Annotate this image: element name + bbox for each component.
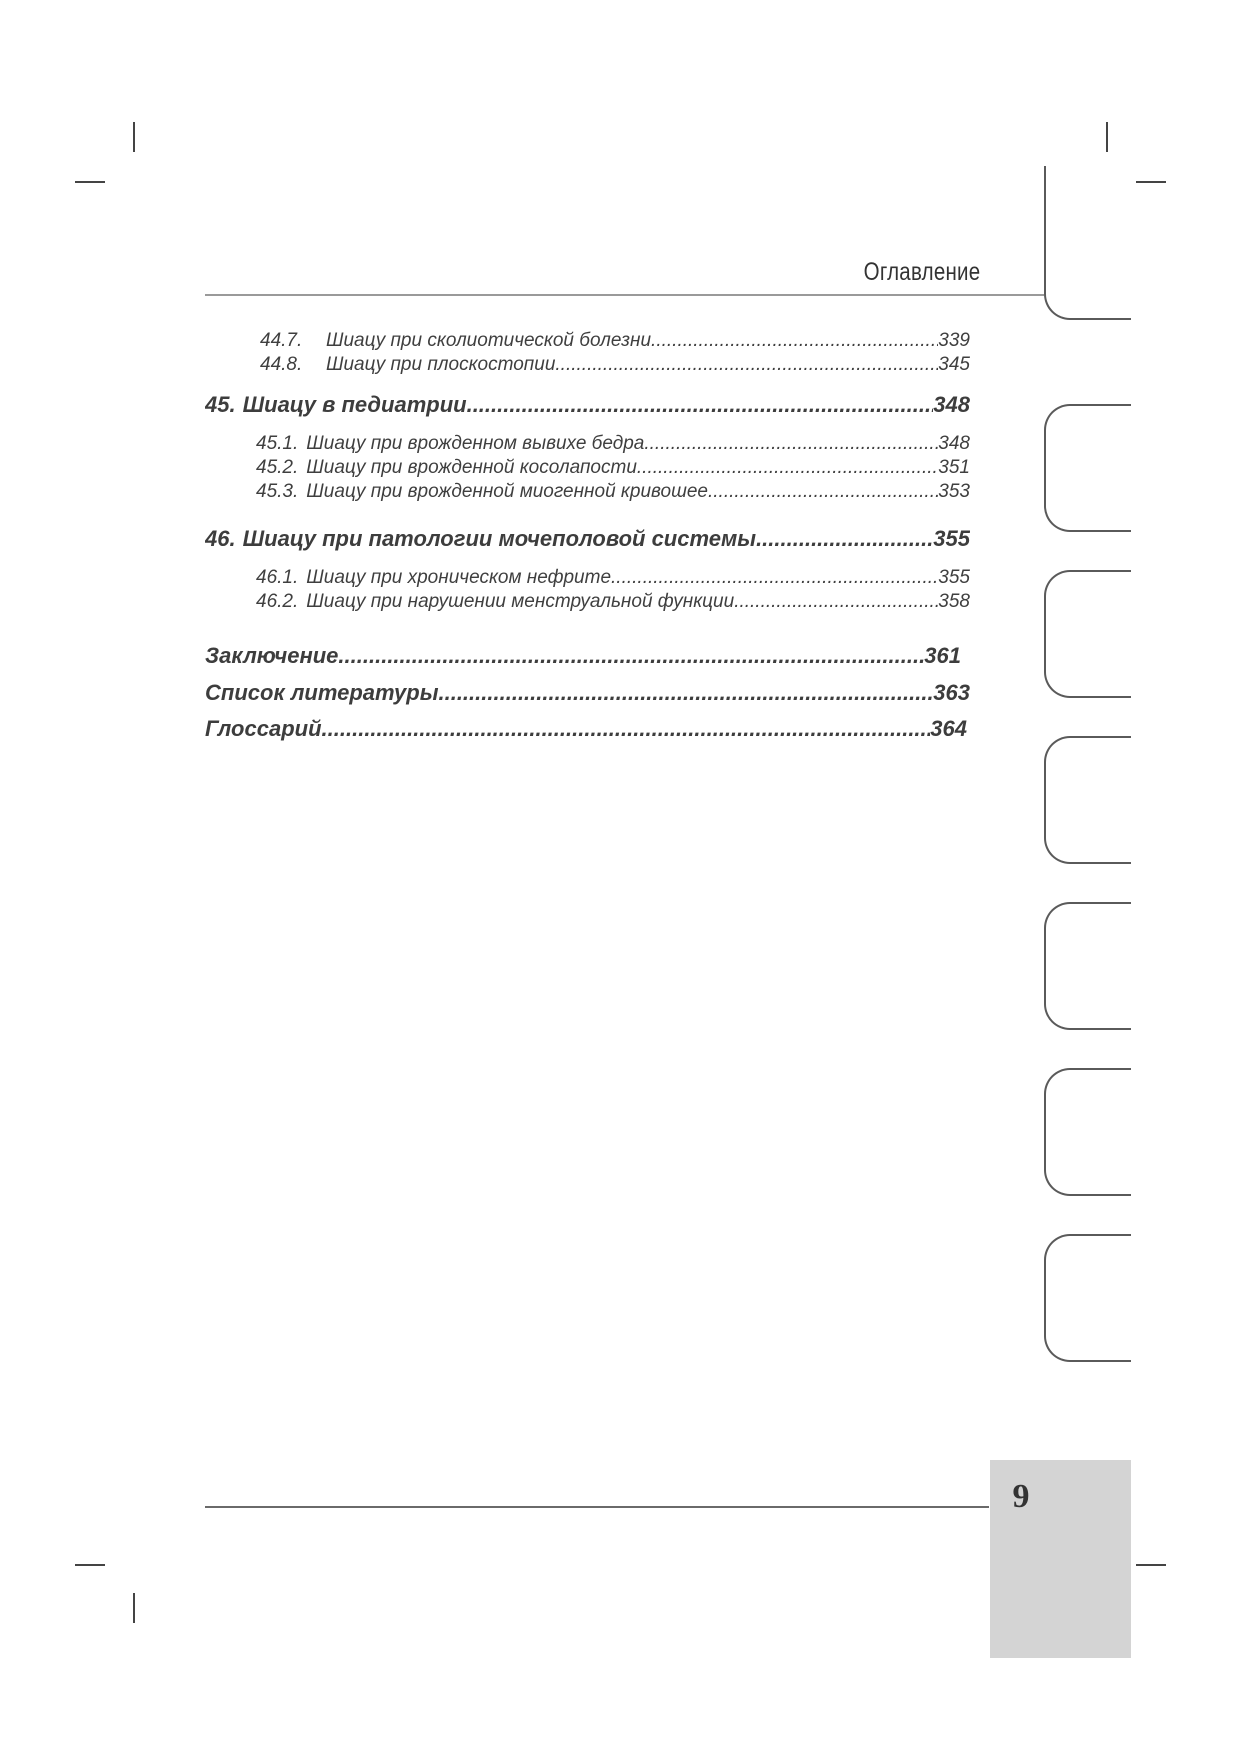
side-tab-1 bbox=[1044, 404, 1131, 532]
toc-chapter-number: 46. bbox=[205, 526, 236, 551]
toc-conclusion[interactable] bbox=[205, 643, 961, 669]
toc-entry-45-2[interactable] bbox=[256, 457, 970, 479]
toc-entry-page: 353 bbox=[938, 481, 970, 502]
toc-chapter-title: Глоссарий bbox=[205, 716, 322, 741]
toc-leader-dots bbox=[467, 392, 934, 418]
crop-mark-top-left-horizontal bbox=[75, 181, 105, 183]
crop-mark-bottom-right-horizontal bbox=[1136, 1564, 1166, 1566]
toc-entry-title: Шиацу при хроническом нефрите bbox=[306, 567, 612, 588]
page-number-box bbox=[990, 1460, 1131, 1658]
toc-entry-46-2[interactable] bbox=[256, 591, 970, 613]
running-header-title: Оглавление bbox=[863, 258, 980, 286]
toc-leader-dots bbox=[555, 354, 938, 376]
crop-mark-top-right-vertical bbox=[1106, 122, 1108, 152]
toc-chapter-title: Шиацу в педиатрии bbox=[242, 392, 467, 417]
toc-leader-dots bbox=[637, 457, 938, 479]
toc-glossary[interactable] bbox=[205, 716, 967, 742]
toc-entry-number: 44.8. bbox=[260, 354, 303, 375]
toc-entry-46-1[interactable] bbox=[256, 567, 970, 589]
toc-leader-dots bbox=[322, 716, 931, 742]
toc-leader-dots bbox=[756, 526, 933, 552]
toc-chapter-page: 361 bbox=[924, 643, 961, 668]
footer-rule bbox=[205, 1506, 989, 1508]
toc-leader-dots bbox=[338, 643, 924, 669]
page-number: 9 bbox=[1012, 1478, 1030, 1515]
toc-leader-dots bbox=[611, 567, 938, 589]
toc-entry-title: Шиацу при плоскостопии bbox=[326, 354, 556, 375]
toc-leader-dots bbox=[708, 481, 938, 503]
toc-entry-number: 45.2. bbox=[256, 457, 299, 478]
toc-entry-number: 44.7. bbox=[260, 330, 303, 351]
header-rule bbox=[205, 294, 1044, 296]
toc-chapter-number: 45. bbox=[205, 392, 236, 417]
toc-entry-page: 351 bbox=[938, 457, 970, 478]
side-tab-5 bbox=[1044, 1068, 1131, 1196]
toc-leader-dots bbox=[734, 591, 938, 613]
toc-chapter-page: 348 bbox=[933, 392, 970, 417]
toc-entry-page: 348 bbox=[938, 433, 970, 454]
toc-leader-dots bbox=[651, 330, 938, 352]
toc-chapter-page: 363 bbox=[933, 680, 970, 705]
side-tab-4 bbox=[1044, 902, 1131, 1030]
toc-entry-number: 45.3. bbox=[256, 481, 299, 502]
toc-leader-dots bbox=[644, 433, 938, 455]
toc-chapter-title: Шиацу при патологии мочеполовой системы bbox=[242, 526, 757, 551]
side-tab-6 bbox=[1044, 1234, 1131, 1362]
side-tab-3 bbox=[1044, 736, 1131, 864]
toc-entry-page: 339 bbox=[938, 330, 970, 351]
toc-entry-number: 46.1. bbox=[256, 567, 299, 588]
toc-entry-45-3[interactable] bbox=[256, 481, 970, 503]
toc-entry-title: Шиацу при врожденном вывихе бедра bbox=[306, 433, 645, 454]
toc-entry-title: Шиацу при врожденной косолапости bbox=[306, 457, 637, 478]
toc-chapter-page: 364 bbox=[930, 716, 967, 741]
toc-entry-45-1[interactable] bbox=[256, 433, 970, 455]
toc-entry-44-7[interactable] bbox=[260, 330, 970, 352]
toc-leader-dots bbox=[438, 680, 933, 706]
toc-chapter-page: 355 bbox=[933, 526, 970, 551]
toc-entry-page: 345 bbox=[938, 354, 970, 375]
crop-mark-bottom-left-horizontal bbox=[75, 1564, 105, 1566]
toc-entry-page: 355 bbox=[938, 567, 970, 588]
toc-entry-44-8[interactable] bbox=[260, 354, 970, 376]
toc-chapter-46[interactable] bbox=[205, 526, 970, 552]
toc-entry-page: 358 bbox=[938, 591, 970, 612]
toc-entry-number: 45.1. bbox=[256, 433, 299, 454]
crop-mark-top-right-horizontal bbox=[1136, 181, 1166, 183]
side-tab-2 bbox=[1044, 570, 1131, 698]
toc-entry-title: Шиацу при сколиотической болезни bbox=[326, 330, 652, 351]
toc-chapter-45[interactable] bbox=[205, 392, 970, 418]
toc-entry-title: Шиацу при нарушении менструальной функции bbox=[306, 591, 735, 612]
toc-chapter-title: Список литературы bbox=[205, 680, 439, 705]
crop-mark-top-left-vertical bbox=[133, 122, 135, 152]
toc-entry-number: 46.2. bbox=[256, 591, 299, 612]
toc-chapter-title: Заключение bbox=[205, 643, 339, 668]
side-tab-active bbox=[1044, 166, 1131, 320]
crop-mark-bottom-left-vertical bbox=[133, 1593, 135, 1623]
toc-entry-title: Шиацу при врожденной миогенной кривошее bbox=[306, 481, 708, 502]
toc-references[interactable] bbox=[205, 680, 970, 706]
